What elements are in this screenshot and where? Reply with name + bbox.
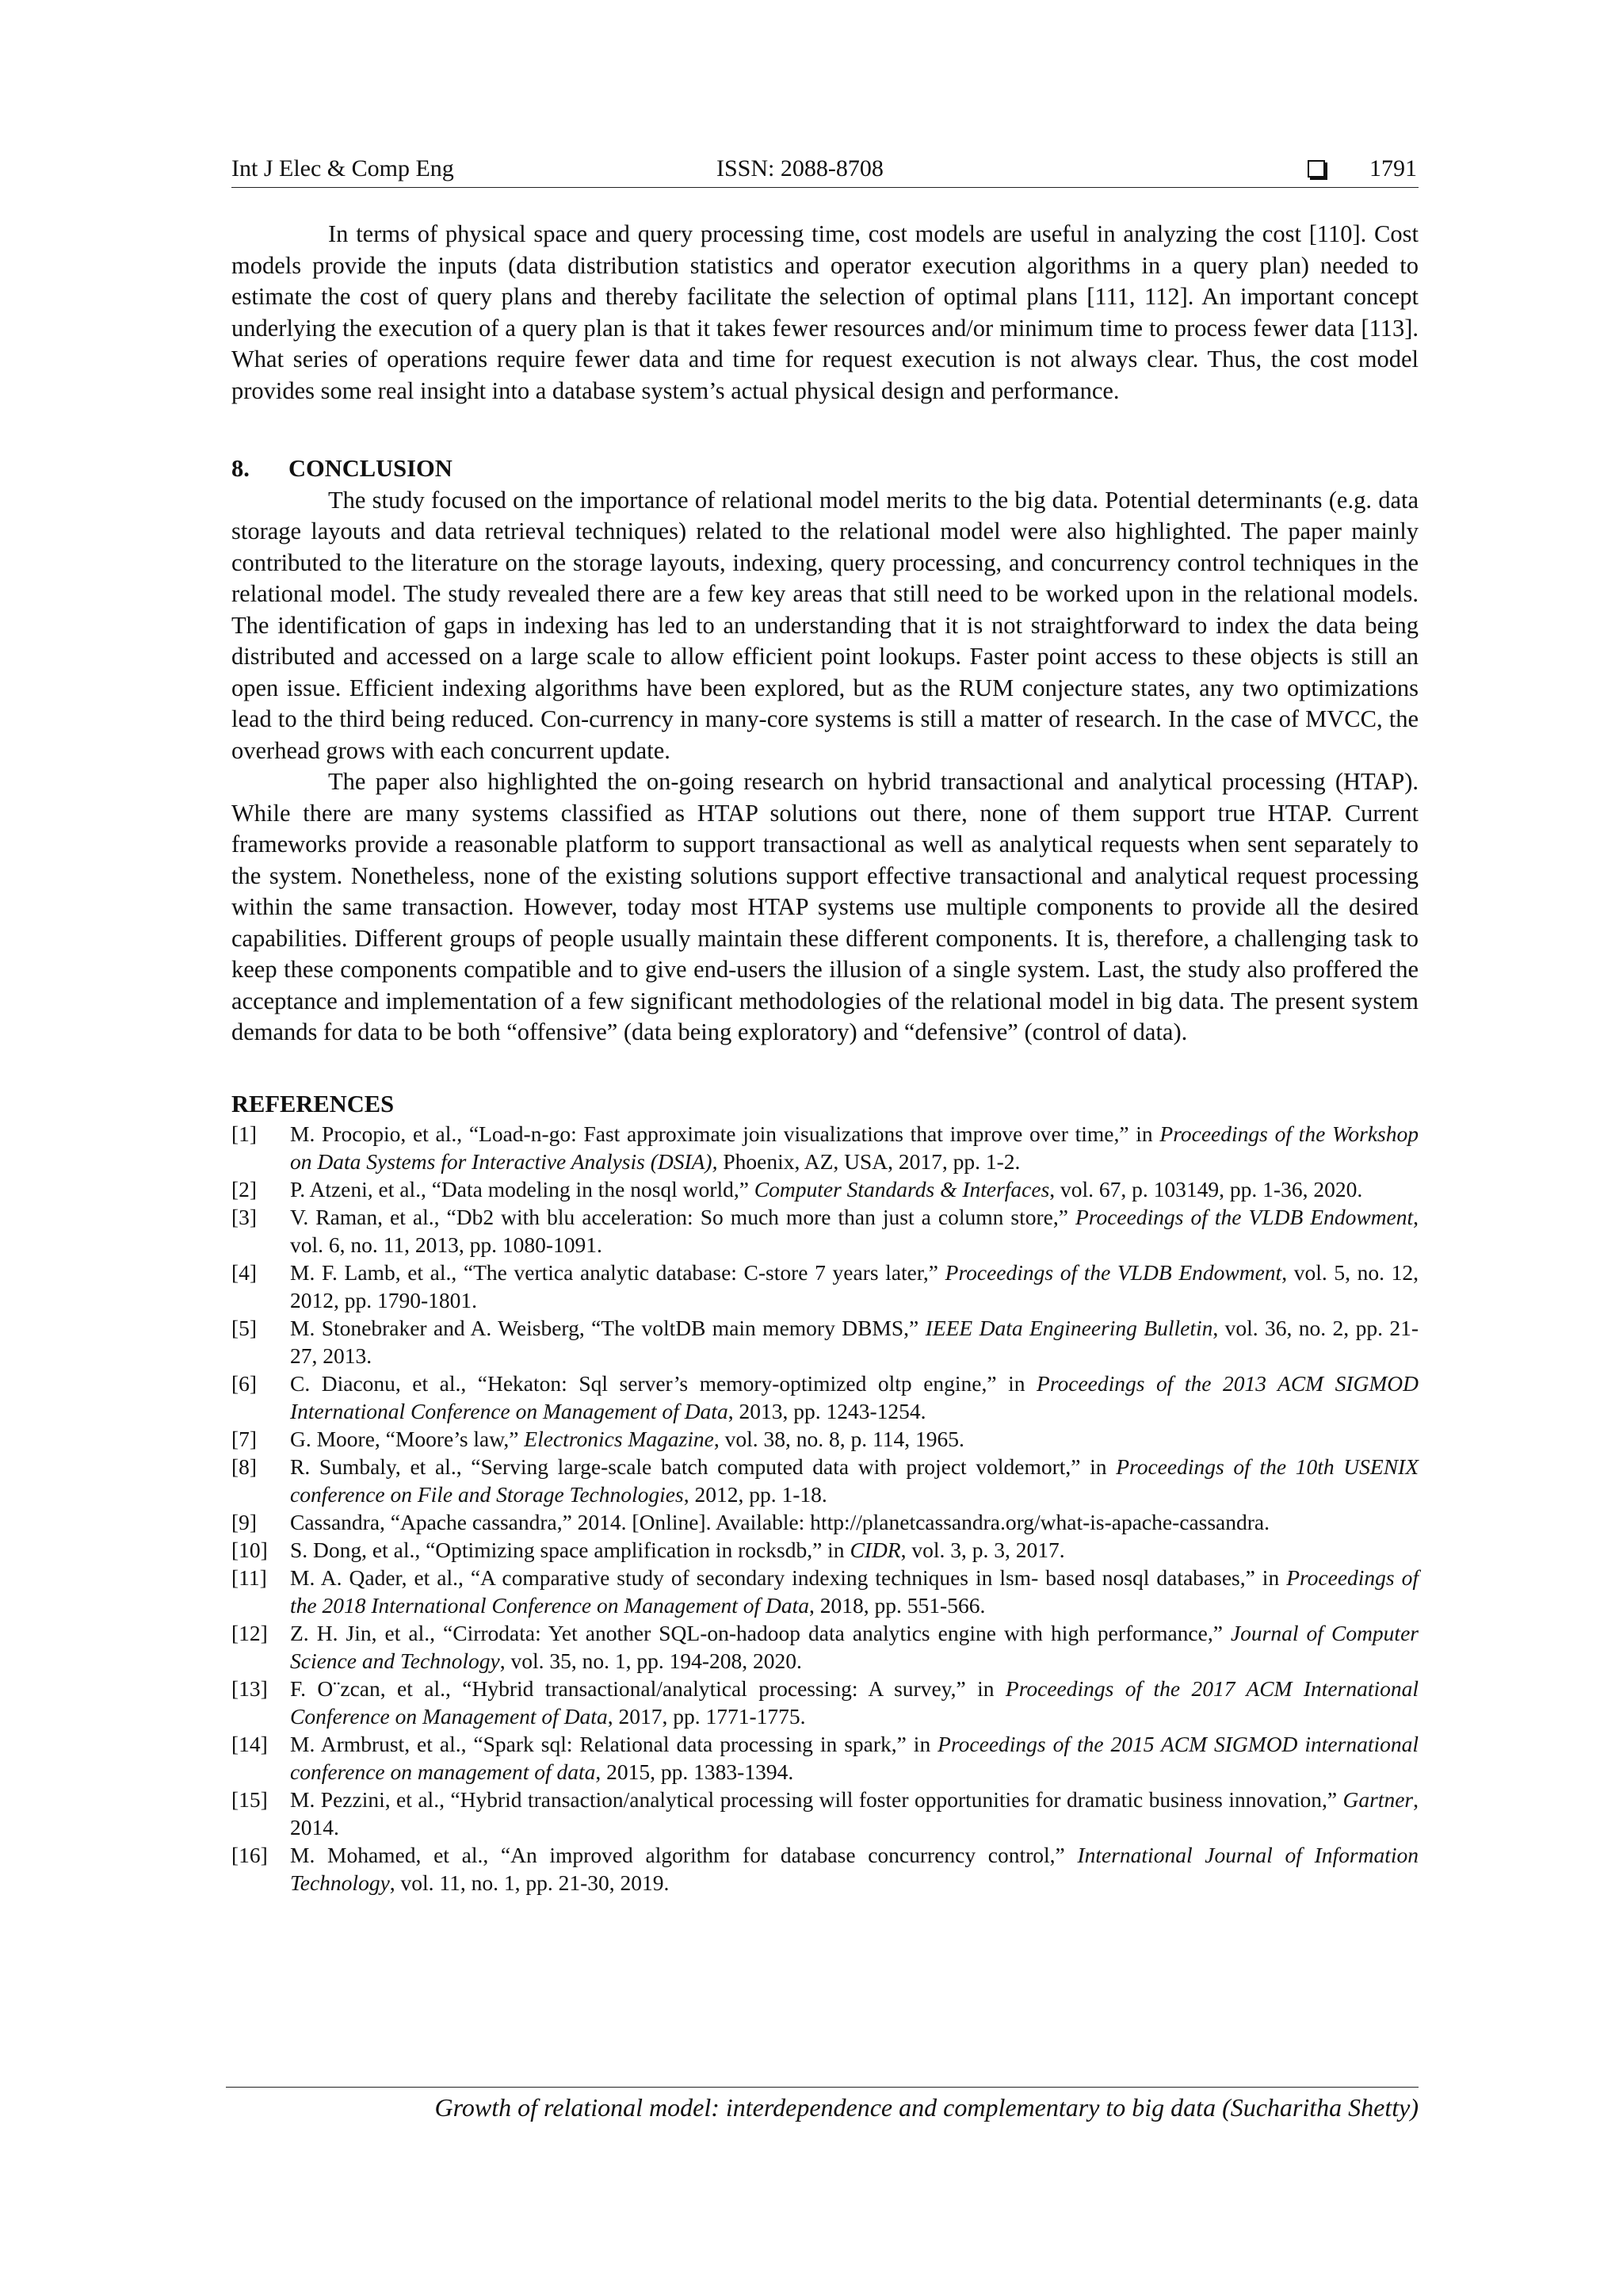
references-heading: REFERENCES xyxy=(231,1090,395,1117)
reference-details: Phoenix, AZ, USA, 2017, pp. 1-2. xyxy=(717,1149,1021,1174)
reference-text: M. Procopio, et al., “Load-n-go: Fast approximate join visualizations that improve over time,” in xyxy=(290,1121,1160,1146)
reference-number: [14] xyxy=(231,1732,268,1756)
reference-text: M. Pezzini, et al., “Hybrid transaction/analytical processing will foster opportunities for dramatic business innovation,” xyxy=(290,1787,1343,1812)
reference-text: S. Dong, et al., “Optimizing space amplification in rocksdb,” in xyxy=(290,1538,850,1562)
reference-details: , vol. 11, no. 1, pp. 21-30, 2019. xyxy=(389,1870,670,1895)
reference-item xyxy=(231,1508,1419,1536)
reference-venue: Proceedings of the 2018 International Conference on Management of Data xyxy=(290,1565,1419,1618)
reference-number: [15] xyxy=(231,1787,268,1812)
running-title: Growth of relational model: interdependence and complementary to big data (Sucharitha Shetty) xyxy=(434,2093,1419,2122)
reference-text: C. Diaconu, et al., “Hekaton: Sql server’s memory-optimized oltp engine,” in xyxy=(290,1371,1037,1396)
journal-name: Int J Elec & Comp Eng xyxy=(231,155,454,181)
reference-number: [11] xyxy=(231,1565,267,1590)
reference-item xyxy=(231,1203,1419,1259)
reference-number: [6] xyxy=(231,1371,258,1396)
reference-text: V. Raman, et al., “Db2 with blu acceleration: So much more than just a column store,” xyxy=(290,1205,1075,1229)
reference-number: [13] xyxy=(231,1676,268,1701)
reference-details: , vol. 67, p. 103149, pp. 1-36, 2020. xyxy=(1049,1177,1363,1201)
reference-text: P. Atzeni, et al., “Data modeling in the nosql world,” xyxy=(290,1177,754,1201)
reference-details: , 2014. xyxy=(290,1787,1419,1839)
reference-number: [7] xyxy=(231,1427,258,1451)
reference-text: M. F. Lamb, et al., “The vertica analytic database: C-store 7 years later,” xyxy=(290,1260,945,1285)
reference-details: , vol. 38, no. 8, p. 114, 1965. xyxy=(713,1427,964,1451)
reference-venue: Proceedings of the VLDB Endowment xyxy=(945,1260,1282,1285)
reference-venue: IEEE Data Engineering Bulletin xyxy=(925,1316,1213,1340)
reference-item xyxy=(231,1730,1419,1786)
reference-details: , 2012, pp. 1-18. xyxy=(683,1482,827,1507)
section-title: CONCLUSION xyxy=(288,455,453,482)
reference-text: M. Mohamed, et al., “An improved algorithm for database concurrency control,” xyxy=(290,1843,1078,1867)
reference-venue: Proceedings of the 2017 ACM International Conference on Management of Data xyxy=(290,1676,1419,1729)
reference-details: , vol. 36, no. 2, pp. 21-27, 2013. xyxy=(290,1316,1419,1368)
reference-item xyxy=(231,1259,1419,1314)
section-number: 8. xyxy=(231,455,250,482)
reference-number: [4] xyxy=(231,1260,258,1285)
reference-venue: Gartner xyxy=(1342,1787,1414,1812)
reference-venue: Proceedings of the VLDB Endowment xyxy=(1075,1205,1414,1229)
reference-number: [2] xyxy=(231,1177,258,1201)
conclusion-paragraph: The study focused on the importance of relational model merits to the big data. Potential determinants (e.g. data storage layouts and data retrieval techniques) related to the relational model were also highlighted. The paper mainly contributed to the literature on the storage layouts, indexing, query processing, and concurrency control techniques in the relational model. The study revealed there are a few key areas that still need to be worked upon in the relational models. The identification of gaps in indexing has led to an understanding that it is not straightforward to index the data being distributed and accessed on a large scale to allow efficient point lookups. Faster point access to these objects is still an open issue. Efficient indexing algorithms have been explored, but as the RUM conjecture states, any two optimizations lead to the third being reduced. Con-currency in many-core systems is still a matter of research. In the case of MVCC, the overhead grows with each concurrent update. xyxy=(231,486,1419,764)
reference-text: M. A. Qader, et al., “A comparative study of secondary indexing techniques in lsm- based nosql databases,” in xyxy=(290,1565,1287,1590)
reference-number: [16] xyxy=(231,1843,268,1867)
reference-venue: Electronics Magazine xyxy=(524,1427,714,1451)
reference-text: R. Sumbaly, et al., “Serving large-scale batch computed data with project voldemort,” in xyxy=(290,1454,1117,1479)
square-bullet-icon xyxy=(1308,160,1325,178)
reference-list xyxy=(231,1120,1419,1897)
reference-number: [1] xyxy=(231,1121,258,1146)
reference-item xyxy=(231,1120,1419,1175)
reference-details: , 2015, pp. 1383-1394. xyxy=(595,1759,794,1784)
intro-paragraph: In terms of physical space and query processing time, cost models are useful in analyzing the cost [110]. Cost models provide the inputs (data distribution statistics and operator execution algorithms in a query plan) needed to estimate the cost of query plans and thereby facilitate the selection of optimal plans [111, 112]. An important concept underlying the execution of a query plan is that it takes fewer resources and/or minimum time to process fewer data [113]. What series of operations require fewer data and time for request execution is not always clear. Thus, the cost model provides some real insight into a database system’s actual physical design and performance. xyxy=(231,220,1419,404)
reference-venue: Journal of Computer Science and Technology xyxy=(290,1621,1419,1673)
reference-item xyxy=(231,1564,1419,1619)
reference-details: , vol. 3, p. 3, 2017. xyxy=(900,1538,1065,1562)
page-header xyxy=(231,155,1419,188)
conclusion-paragraph: The paper also highlighted the on-going research on hybrid transactional and analytical processing (HTAP). While there are many systems classified as HTAP solutions out there, none of them support true HTAP. Current frameworks provide a reasonable platform to support transactional as well as analytical requests when sent separately to the system. Nonetheless, none of the existing solutions support effective transactional and analytical request processing within the same transaction. However, today most HTAP systems use multiple components to provide all the desired capabilities. Different groups of people usually maintain these different components. It is, therefore, a challenging task to keep these components compatible and to give end-users the illusion of a single system. Last, the study also proffered the acceptance and implementation of a few significant methodologies of the relational model in big data. The present system demands for data to be both “offensive” (data being exploratory) and “defensive” (control of data). xyxy=(231,768,1419,1045)
issn: ISSN: 2088-8708 xyxy=(716,155,884,181)
reference-text: M. Armbrust, et al., “Spark sql: Relational data processing in spark,” in xyxy=(290,1732,938,1756)
reference-venue: Proceedings of the Workshop on Data Systems for Interactive Analysis (DSIA), xyxy=(290,1121,1419,1174)
reference-text: F. O¨zcan, et al., “Hybrid transactional/analytical processing: A survey,” in xyxy=(290,1676,1006,1701)
reference-text: M. Stonebraker and A. Weisberg, “The voltDB main memory DBMS,” xyxy=(290,1316,926,1340)
reference-item xyxy=(231,1370,1419,1425)
reference-venue: CIDR xyxy=(850,1538,901,1562)
reference-number: [10] xyxy=(231,1538,268,1562)
reference-number: [9] xyxy=(231,1510,258,1534)
reference-item xyxy=(231,1536,1419,1564)
reference-details: , vol. 5, no. 12, 2012, pp. 1790-1801. xyxy=(290,1260,1419,1312)
reference-venue: International Journal of Information Technology xyxy=(290,1843,1419,1895)
reference-details: , vol. 35, no. 1, pp. 194-208, 2020. xyxy=(499,1648,802,1673)
reference-details: , vol. 6, no. 11, 2013, pp. 1080-1091. xyxy=(290,1205,1419,1257)
reference-venue: Proceedings of the 2013 ACM SIGMOD International Conference on Management of Data xyxy=(290,1371,1419,1423)
reference-item xyxy=(231,1619,1419,1675)
conclusion-heading xyxy=(231,453,1419,485)
page-number: 1791 xyxy=(1369,155,1417,181)
reference-number: [8] xyxy=(231,1454,258,1479)
reference-venue: Proceedings of the 2015 ACM SIGMOD international conference on management of data xyxy=(290,1732,1419,1784)
reference-text: G. Moore, “Moore’s law,” xyxy=(290,1427,525,1451)
body-text xyxy=(231,219,1419,1897)
reference-item xyxy=(231,1786,1419,1841)
reference-item xyxy=(231,1453,1419,1508)
reference-details: , 2017, pp. 1771-1775. xyxy=(607,1704,806,1729)
reference-number: [5] xyxy=(231,1316,258,1340)
reference-item xyxy=(231,1425,1419,1453)
reference-text: Cassandra, “Apache cassandra,” 2014. [Online]. Available: http://planetcassandra.org/what-is-apache-cassandra. xyxy=(290,1510,1270,1534)
reference-item xyxy=(231,1314,1419,1370)
reference-number: [12] xyxy=(231,1621,268,1645)
reference-venue: Proceedings of the 10th USENIX conference on File and Storage Technologies xyxy=(290,1454,1419,1507)
footer-rule xyxy=(226,2087,1419,2088)
reference-number: [3] xyxy=(231,1205,258,1229)
reference-item xyxy=(231,1175,1419,1203)
reference-item xyxy=(231,1675,1419,1730)
reference-details: , 2018, pp. 551-566. xyxy=(809,1593,986,1618)
reference-text: Z. H. Jin, et al., “Cirrodata: Yet another SQL-on-hadoop data analytics engine with high performance,” xyxy=(290,1621,1231,1645)
reference-item xyxy=(231,1841,1419,1897)
reference-details: , 2013, pp. 1243-1254. xyxy=(727,1399,926,1423)
reference-venue: Computer Standards & Interfaces xyxy=(754,1177,1050,1201)
